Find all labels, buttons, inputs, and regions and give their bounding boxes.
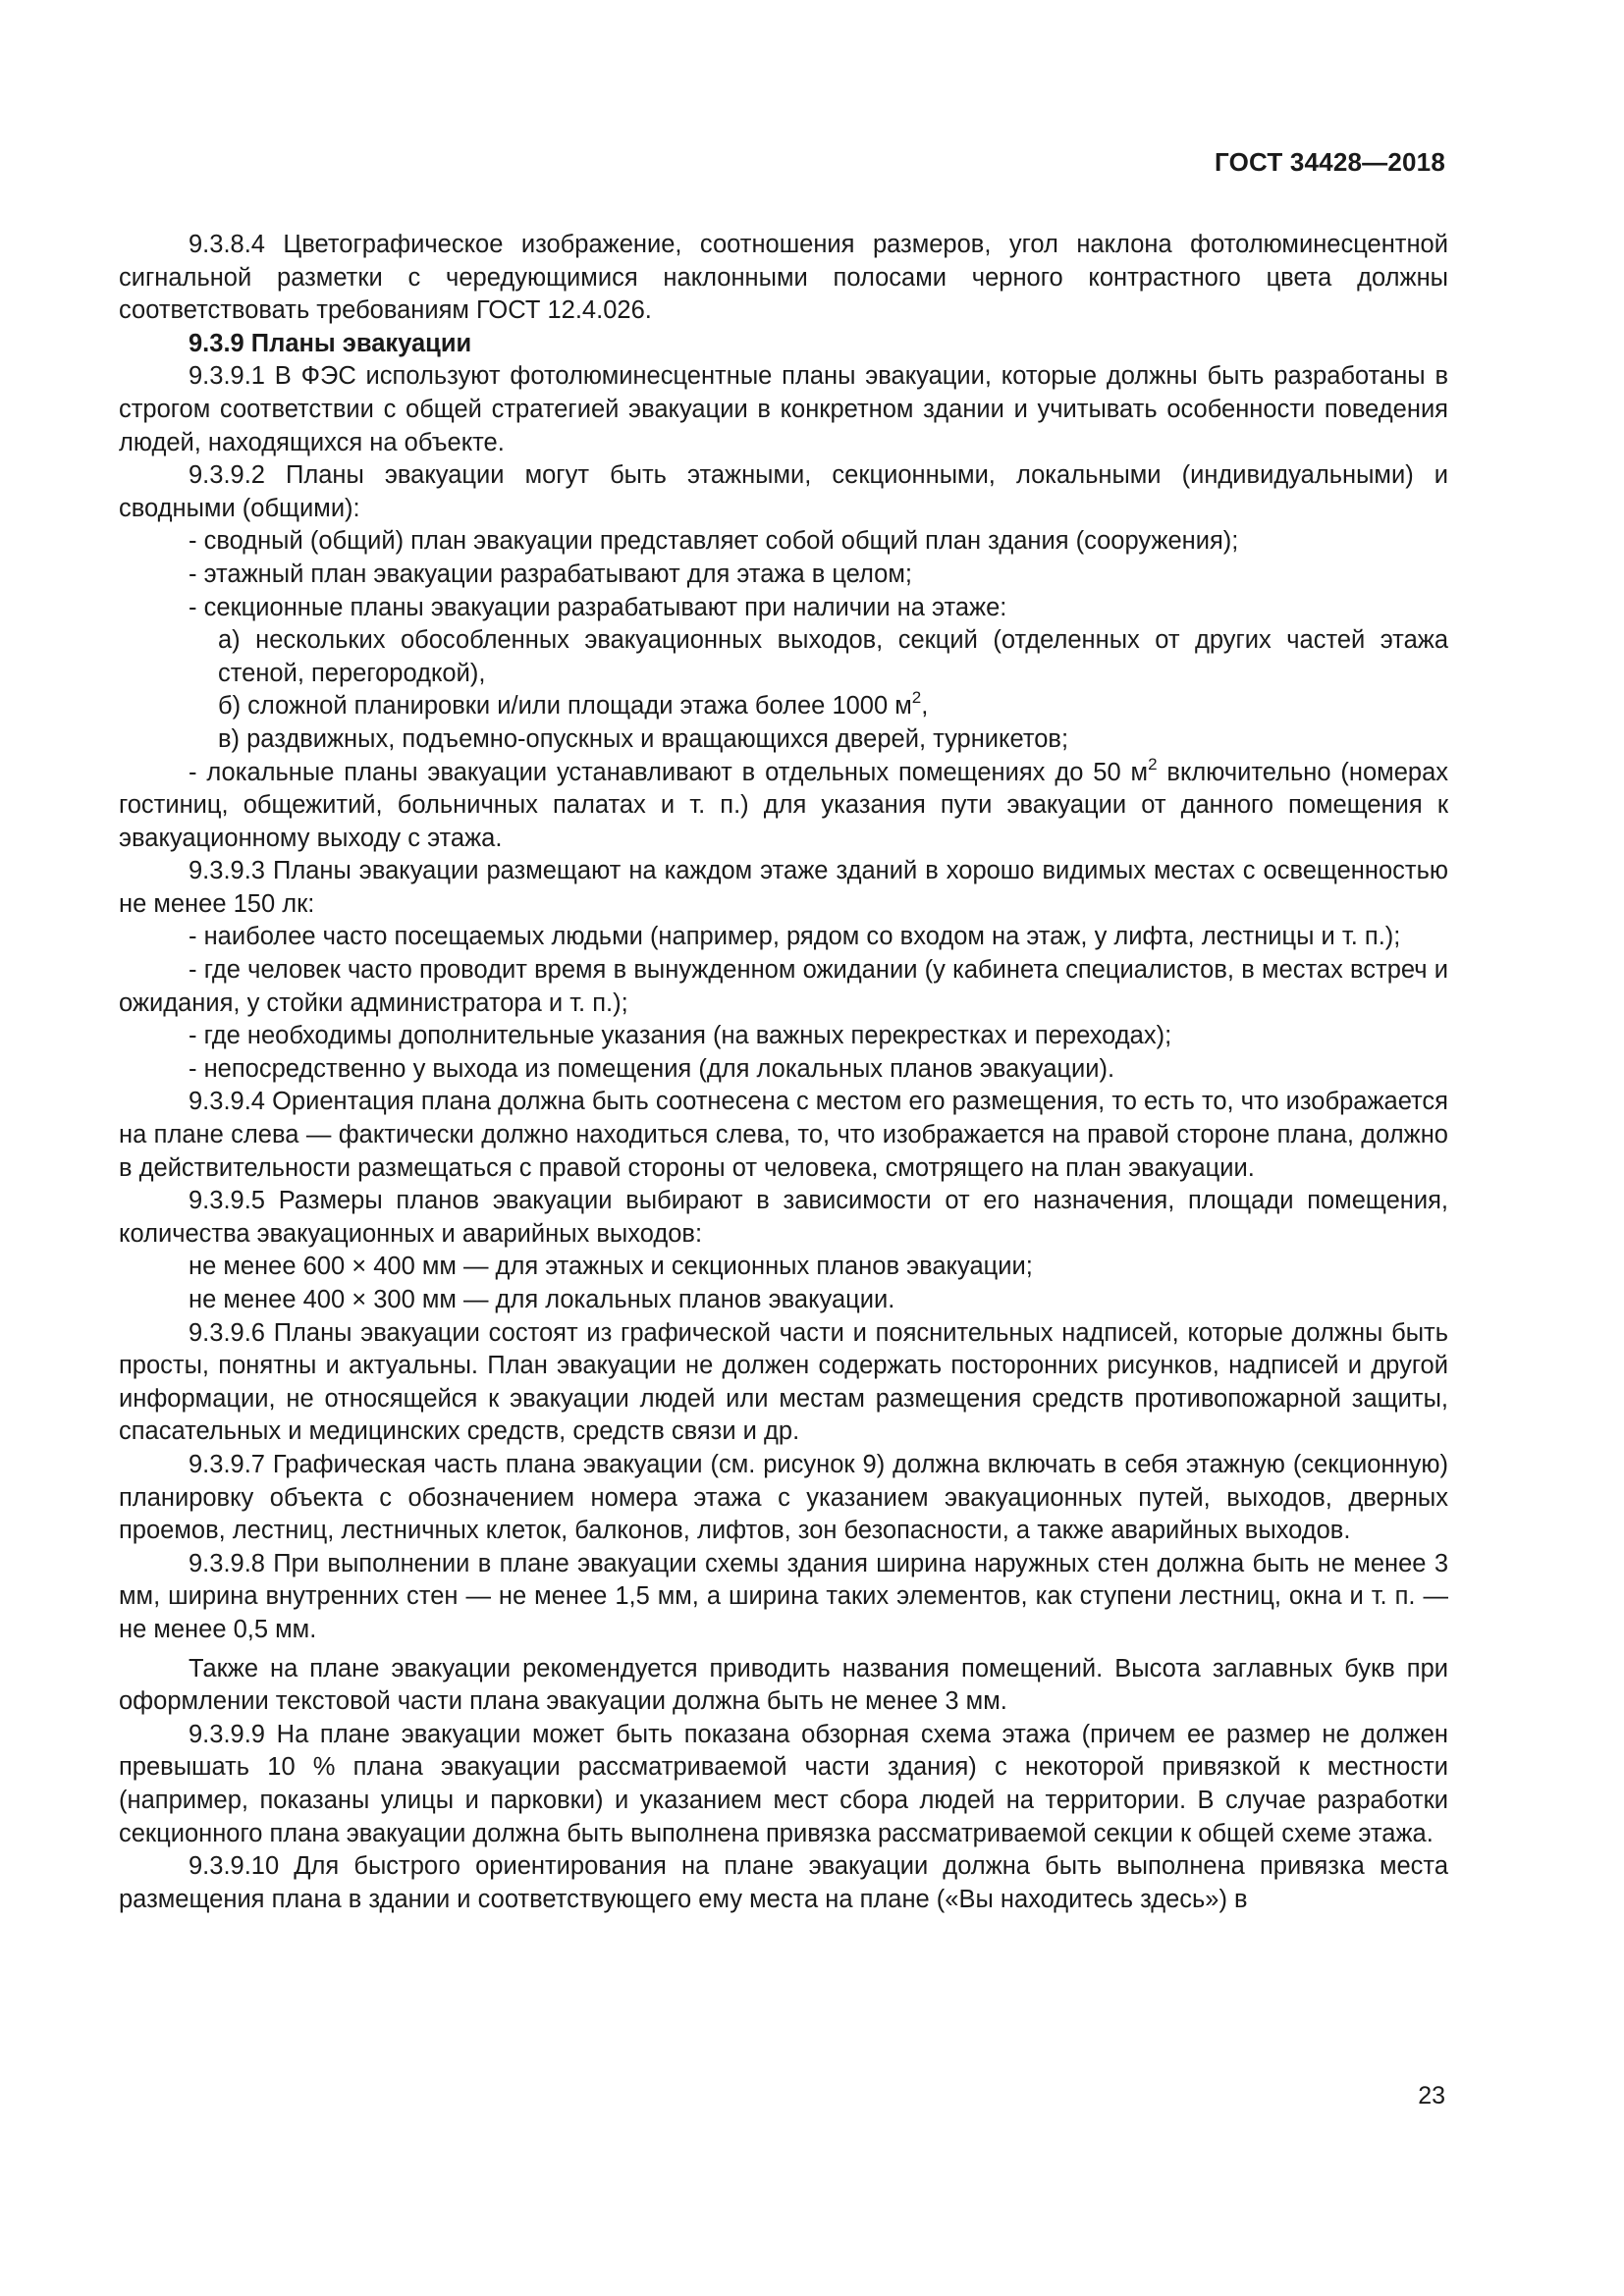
superscript: 2 bbox=[911, 688, 922, 708]
list-item: - где необходимы дополнительные указания (на важных перекрестках и переходах); bbox=[189, 1022, 1172, 1050]
list-item bbox=[119, 754, 1449, 856]
list-item: - где человек часто проводит время в вынужденном ожидании (у кабинета специалистов, в местах встреч и ожидания, у стойки администратора и т. п.); bbox=[119, 956, 1448, 1017]
paragraph-9-3-9-9: 9.3.9.9 На плане эвакуации может быть показана обзорная схема этажа (причем ее размер не должен превышать 10 % плана эвакуации рассматриваемой части здания) с некоторой привязкой к местности (например, показаны улицы и парковки) и указанием мест сбора людей на территории. В случае разработки секционного плана эвакуации должна быть выполнена привязка рассматриваемой секции к общей схеме этажа. bbox=[119, 1720, 1448, 1847]
list-item: - непосредственно у выхода из помещения (для локальных планов эвакуации). bbox=[189, 1054, 1115, 1083]
sub-list-item: а) нескольких обособленных эвакуационных выходов, секций (отделенных от других частей этажа стеной, перегородкой), bbox=[218, 626, 1448, 687]
list-text: включительно (номерах гостиниц, общежитий, больничных палатах и т. п.) для указания пути эвакуации от данного помещения к эвакуационному выходу с этажа. bbox=[119, 758, 1449, 852]
document-header: ГОСТ 34428—2018 bbox=[1215, 147, 1445, 177]
paragraph-9-3-9-8: 9.3.9.8 При выполнении в плане эвакуации схемы здания ширина наружных стен должна быть не менее 3 мм, ширина внутренних стен — не менее 1,5 мм, а ширина таких элементов, как ступени лестниц, окна и т. п. — не менее 0,5 мм. bbox=[119, 1549, 1448, 1643]
paragraph-9-3-9-10: 9.3.9.10 Для быстрого ориентирования на плане эвакуации должна быть выполнена привязка места размещения плана в здании и соответствующего ему места на плане («Вы находитесь здесь») в bbox=[119, 1852, 1448, 1913]
page-number: 23 bbox=[1418, 2082, 1445, 2109]
list-item: - сводный (общий) план эвакуации представляет собой общий план здания (сооружения); bbox=[189, 527, 1239, 556]
sub-list-text: б) сложной планировки и/или площади этажа более 1000 м bbox=[218, 692, 912, 721]
paragraph-9-3-9-3: 9.3.9.3 Планы эвакуации размещают на каждом этаже зданий в хорошо видимых местах с освещенностью не менее 150 лк: bbox=[119, 857, 1448, 918]
list-item: не менее 600 × 400 мм — для этажных и секционных планов эвакуации; bbox=[189, 1253, 1033, 1281]
paragraph-9-3-9-1: 9.3.9.1 В ФЭС используют фотолюминесцентные планы эвакуации, которые должны быть разработаны в строгом соответствии с общей стратегией эвакуации в конкретном здании и учитывать особенности поведения людей, находящихся на объекте. bbox=[119, 362, 1448, 456]
list-item: не менее 400 × 300 мм — для локальных планов эвакуации. bbox=[189, 1286, 895, 1313]
paragraph-9-3-9-6: 9.3.9.6 Планы эвакуации состоят из графической части и пояснительных надписей, которые должны быть просты, понятны и актуальны. План эвакуации не должен содержать посторонних рисунков, надписей и другой информации, не относящейся к эвакуации людей или местам размещения средств противопожарной защиты, спасательных и медицинских средств, средств связи и др. bbox=[119, 1318, 1448, 1446]
list-item: - секционные планы эвакуации разрабатывают при наличии на этаже: bbox=[189, 593, 1007, 621]
punctuation: , bbox=[921, 692, 929, 721]
paragraph-also: Также на плане эвакуации рекомендуется приводить названия помещений. Высота заглавных букв при оформлении текстовой части плана эвакуации должна быть не менее 3 мм. bbox=[119, 1654, 1448, 1716]
paragraph-9-3-9-4: 9.3.9.4 Ориентация плана должна быть соотнесена с местом его размещения, то есть то, что изображается на плане слева — фактически должно находиться слева, то, что изображается на правой стороне плана, должно в действительности размещаться с правой стороны от человека, смотрящего на план эвакуации. bbox=[119, 1088, 1448, 1182]
paragraph-9-3-9-7: 9.3.9.7 Графическая часть плана эвакуации (см. рисунок 9) должна включать в себя этажную (секционную) планировку объекта с обозначением номера этажа с указанием эвакуационных путей, выходов, дверных проемов, лестниц, лестничных клеток, балконов, лифтов, зон безопасности, а также аварийных выходов. bbox=[119, 1450, 1448, 1545]
list-text: - локальные планы эвакуации устанавливают в отдельных помещениях до 50 м bbox=[189, 758, 1149, 786]
paragraph-9-3-8-4: 9.3.8.4 Цветографическое изображение, соотношения размеров, угол наклона фотолюминесцентной сигнальной разметки с чередующимися наклонными полосами черного контрастного цвета должны соответствовать требованиям ГОСТ 12.4.026. bbox=[119, 231, 1448, 325]
list-item: - этажный план эвакуации разрабатывают для этажа в целом; bbox=[189, 560, 912, 588]
sub-list-item bbox=[119, 690, 1448, 723]
document-body bbox=[119, 229, 1448, 1916]
list-item: - наиболее часто посещаемых людьми (например, рядом со входом на этаж, у лифта, лестницы и т. п.); bbox=[189, 923, 1401, 951]
section-heading: 9.3.9 Планы эвакуации bbox=[189, 329, 472, 357]
paragraph-9-3-9-5: 9.3.9.5 Размеры планов эвакуации выбирают в зависимости от его назначения, площади помещения, количества эвакуационных и аварийных выходов: bbox=[119, 1187, 1448, 1248]
sub-list-item: в) раздвижных, подъемно-опускных и вращающихся дверей, турникетов; bbox=[218, 724, 1069, 753]
superscript: 2 bbox=[1148, 754, 1158, 774]
paragraph-9-3-9-2: 9.3.9.2 Планы эвакуации могут быть этажными, секционными, локальными (индивидуальными) и сводными (общими): bbox=[119, 461, 1448, 522]
